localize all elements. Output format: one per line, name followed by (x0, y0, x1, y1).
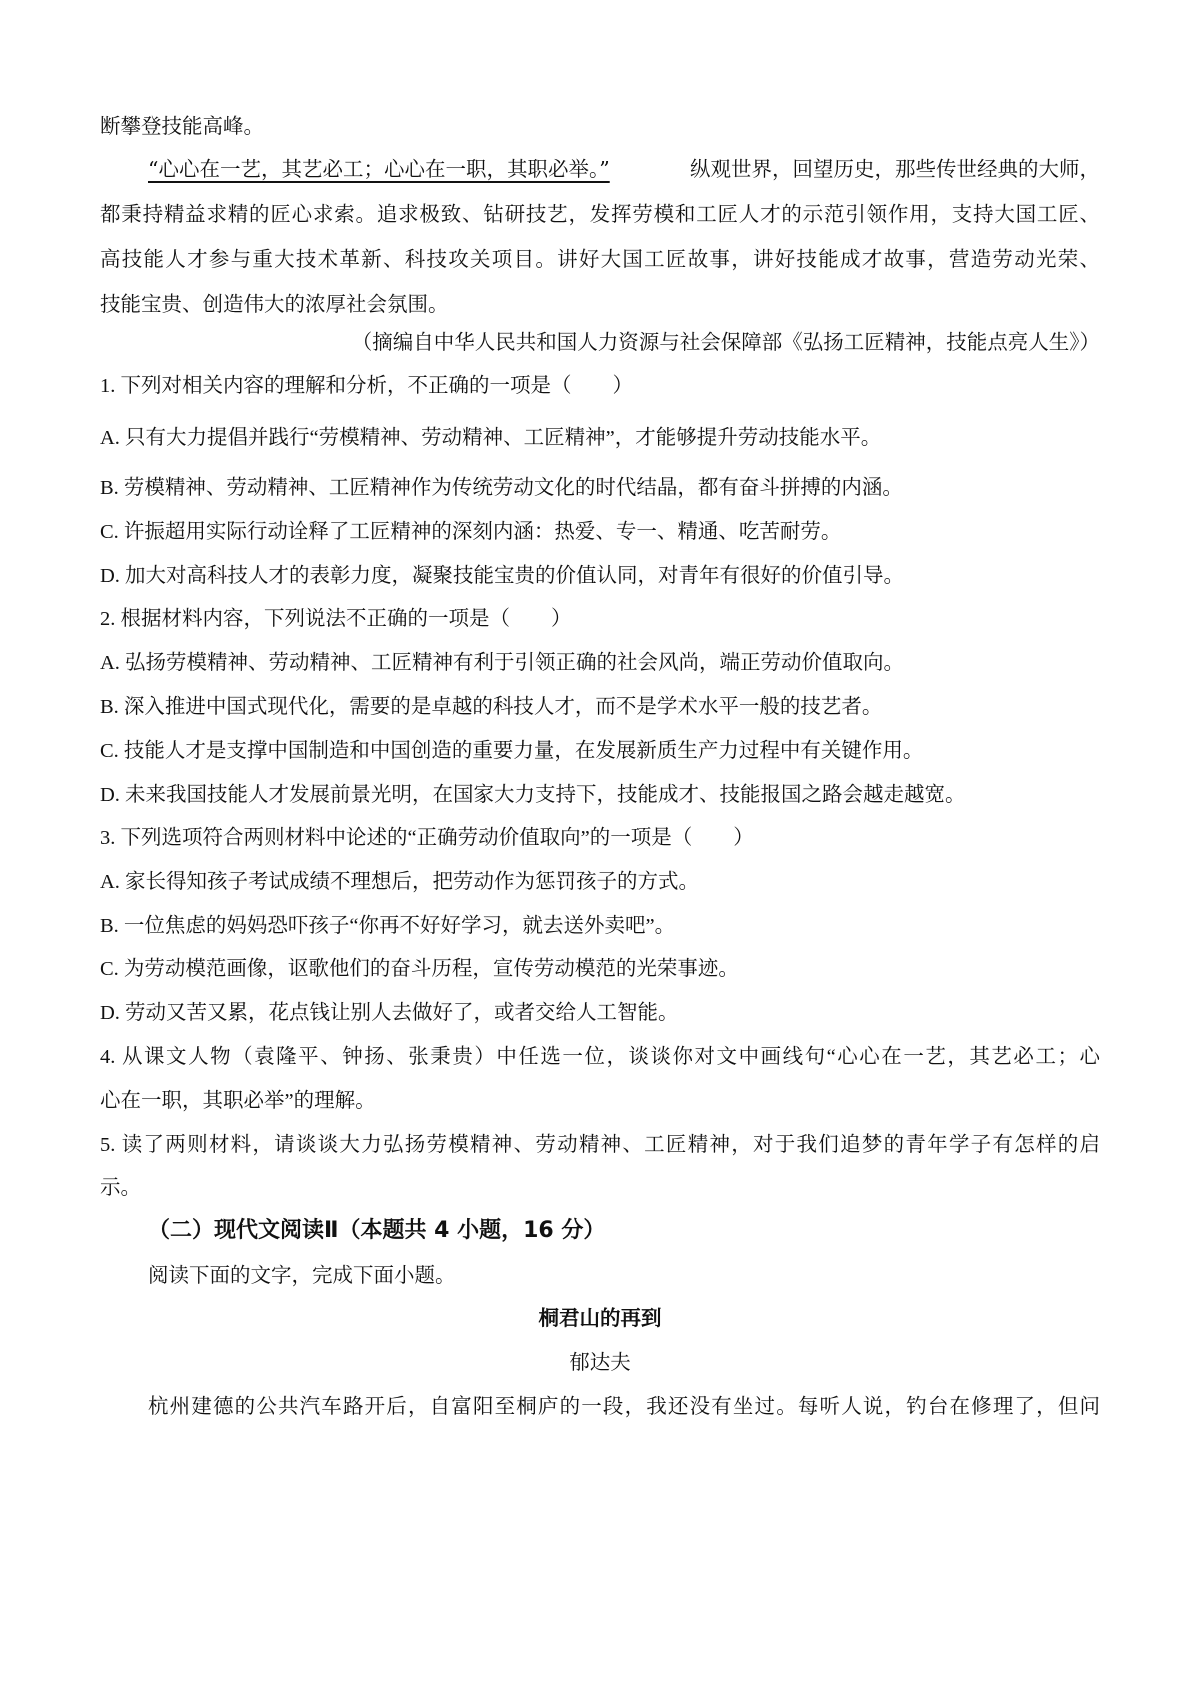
question-2: 2. 根据材料内容，下列说法不正确的一项是（ ） (100, 608, 572, 630)
option-2b: B. 深入推进中国式现代化，需要的是卓越的科技人才，而不是学术水平一般的技艺者。 (100, 696, 883, 718)
passage-line: 高技能人才参与重大技术革新、科技攻关项目。讲好大国工匠故事，讲好技能成才故事，营造劳动光荣、 (100, 247, 1100, 271)
passage-title: 桐君山的再到 (538, 1306, 662, 1330)
source-citation: （摘编自中华人民共和国人力资源与社会保障部《弘扬工匠精神，技能点亮人生》） (351, 330, 1100, 354)
option-1b: B. 劳模精神、劳动精神、工匠精神作为传统劳动文化的时代结晶，都有奋斗拼搏的内涵。 (100, 477, 903, 499)
option-2c: C. 技能人才是支撑中国制造和中国创造的重要力量，在发展新质生产力过程中有关键作用。 (100, 740, 924, 762)
question-1: 1. 下列对相关内容的理解和分析，不正确的一项是（ ） (100, 375, 633, 397)
option-1c: C. 许振超用实际行动诠释了工匠精神的深刻内涵：热爱、专一、精通、吃苦耐劳。 (100, 521, 842, 543)
passage-line: 技能宝贵、创造伟大的浓厚社会氛围。 (100, 292, 449, 316)
passage-line: 都秉持精益求精的匠心求索。追求极致、钻研技艺，发挥劳模和工匠人才的示范引领作用，支持大国工匠、 (100, 202, 1100, 226)
question-5-line2: 示。 (100, 1177, 141, 1199)
option-3d: D. 劳动又苦又累，花点钱让别人去做好了，或者交给人工智能。 (100, 1002, 679, 1024)
option-3c: C. 为劳动模范画像，讴歌他们的奋斗历程，宣传劳动模范的光荣事迹。 (100, 958, 739, 980)
passage-first-line: 杭州建德的公共汽车路开后，自富阳至桐庐的一段，我还没有坐过。每听人说，钓台在修理了，但问 (148, 1394, 1100, 1418)
option-3b: B. 一位焦虑的妈妈恐吓孩子“你再不好好学习，就去送外卖吧”。 (100, 915, 676, 937)
question-5-line1: 5. 读了两则材料，请谈谈大力弘扬劳模精神、劳动精神、工匠精神，对于我们追梦的青年学子有怎样的启 (100, 1134, 1100, 1156)
question-4-line1: 4. 从课文人物（袁隆平、钟扬、张秉贵）中任选一位，谈谈你对文中画线句“心心在一艺，其艺必工；心 (100, 1046, 1100, 1068)
option-1d: D. 加大对高科技人才的表彰力度，凝聚技能宝贵的价值认同，对青年有很好的价值引导。 (100, 565, 905, 587)
section-heading: （二）现代文阅读Ⅱ（本题共 4 小题，16 分） (148, 1218, 606, 1243)
option-2d: D. 未来我国技能人才发展前景光明，在国家大力支持下，技能成才、技能报国之路会越走越宽。 (100, 784, 966, 806)
option-3a: A. 家长得知孩子考试成绩不理想后，把劳动作为惩罚孩子的方式。 (100, 871, 700, 893)
passage-line: 断攀登技能高峰。 (100, 114, 264, 138)
passage-text: 纵观世界，回望历史，那些传世经典的大师， (690, 157, 1100, 181)
section-instruction: 阅读下面的文字，完成下面小题。 (148, 1265, 456, 1287)
passage-author: 郁达夫 (569, 1350, 631, 1374)
question-3: 3. 下列选项符合两则材料中论述的“正确劳动价值取向”的一项是（ ） (100, 827, 754, 849)
option-2a: A. 弘扬劳模精神、劳动精神、工匠精神有利于引领正确的社会风尚，端正劳动价值取向。 (100, 652, 905, 674)
option-1a: A. 只有大力提倡并践行“劳模精神、劳动精神、工匠精神”，才能够提升劳动技能水平。 (100, 427, 882, 449)
passage-line-quote (148, 155, 1100, 183)
question-4-line2: 心在一职，其职必举”的理解。 (100, 1090, 376, 1112)
underlined-quote: “心心在一艺，其艺必工；心心在一职，其职必举。” (148, 157, 610, 181)
